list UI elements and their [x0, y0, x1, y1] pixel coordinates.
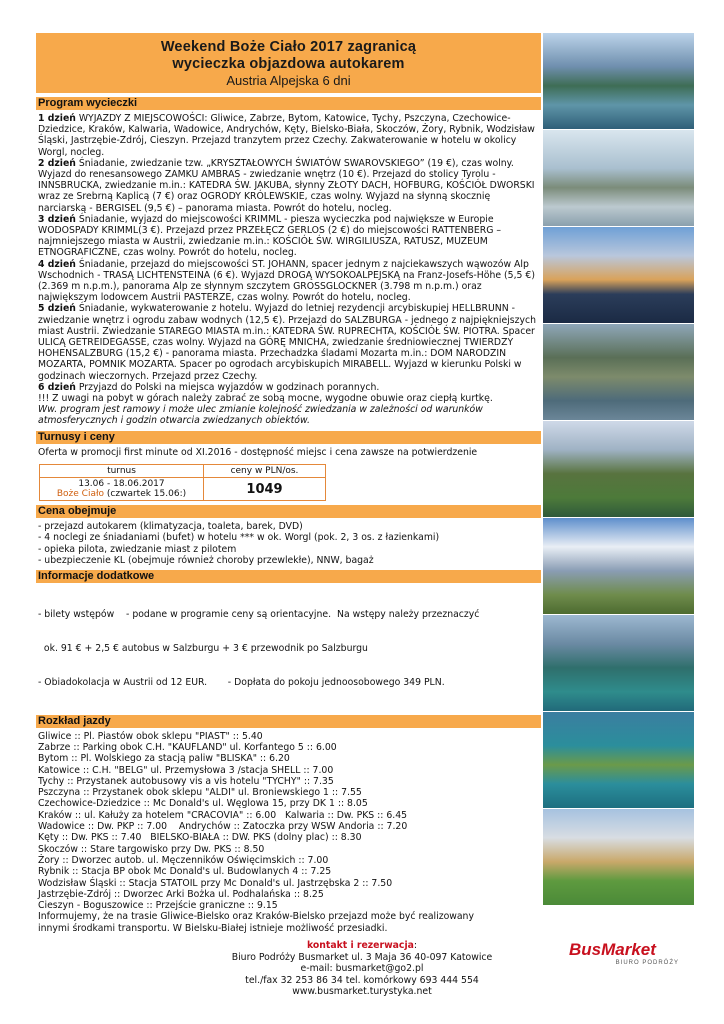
- section-schedule: Rozkład jazdy: [36, 715, 541, 728]
- day-label: 6 dzień: [38, 381, 76, 393]
- schedule-item: Czechowice-Dziedzice :: Mc Donald's ul. Węglowa 15, przy DK 1 :: 8.05: [38, 798, 368, 810]
- list-item: - Obiadokolacja w Austrii od 12 EUR. - Dopłata do pokoju jednoosobowego 349 PLN.: [38, 676, 445, 688]
- logo-name: BusMarket: [569, 940, 656, 959]
- alpine-valley-photo: [543, 421, 694, 517]
- schedule-item: Tychy :: Przystanek autobusowy vis a vis hotelu "TYCHY" :: 7.35: [38, 775, 334, 787]
- day-2: [38, 158, 540, 214]
- extra-list: [36, 583, 541, 710]
- turnus-dates: 13.06 - 18.06.2017: [78, 479, 165, 490]
- schedule-item: Wadowice :: Dw. PKP :: 7.00 Andrychów :: Zatoczka przy WSW Andoria :: 7.20: [38, 821, 408, 833]
- schedule-item: Bytom :: Pl. Wolskiego za stacją paliw "BLISKA" :: 6.20: [38, 753, 290, 765]
- turnus-cell: [40, 478, 204, 501]
- section-extra: Informacje dodatkowe: [36, 570, 541, 583]
- lake-boat-photo: [543, 615, 694, 711]
- brochure-main: [36, 33, 541, 934]
- day-label: 2 dzień: [38, 157, 76, 169]
- holiday-note: (czwartek 15.06:): [104, 489, 187, 500]
- day-label: 3 dzień: [38, 213, 76, 225]
- title-banner: [36, 33, 541, 93]
- mirabell-gardens-photo: [543, 809, 694, 905]
- section-included: Cena obejmuje: [36, 505, 541, 518]
- transfer-info-1: Informujemy, że na trasie Gliwice-Bielsko oraz Kraków-Bielsko przejazd może być realizowany: [38, 911, 474, 923]
- included-list: [36, 518, 541, 566]
- schedule-item: Zabrze :: Parking obok C.H. "KAUFLAND" ul. Korfantego 5 :: 6.00: [38, 741, 337, 753]
- list-item: ok. 91 € + 2,5 € autobus w Salzburgu + 3 € przewodnik po Salzburgu: [38, 642, 368, 654]
- schedule-item: Kęty :: Dw. PKS :: 7.40 BIELSKO-BIAŁA :: DW. PKS (dolny plac) :: 8.30: [38, 832, 362, 844]
- contact-website[interactable]: www.busmarket.turystyka.net: [292, 986, 432, 997]
- day-1: [38, 113, 540, 158]
- lake-castle-photo: [543, 130, 694, 226]
- day-label: 5 dzień: [38, 303, 76, 315]
- contact-colon: :: [413, 940, 418, 951]
- lake-mountains-photo: [543, 33, 694, 129]
- section-program: Program wycieczki: [36, 97, 541, 110]
- gear-note: !!! Z uwagi na pobyt w górach należy zabrać ze sobą mocne, wygodne obuwie oraz ciepłą kurtkę.: [38, 393, 493, 405]
- schedule-item: Jastrzębie-Zdrój :: Dworzec Arki Bożka ul. Podhalańska :: 8.25: [38, 888, 324, 900]
- disclaimer: Ww. program jest ramowy i może ulec zmianie kolejność zwiedzania w zależności od warunków atmosferycznych i godzin otwarcia zwiedzanych obiektów.: [38, 404, 483, 427]
- schedule-item: Gliwice :: Pl. Piastów obok sklepu "PIAST" :: 5.40: [38, 730, 263, 742]
- contact-email[interactable]: e-mail: busmarket@go2.pl: [300, 963, 424, 974]
- offer-text: Oferta w promocji first minute od XI.2016 - dostępność miejsc i cena zawsze na potwierdzenie: [38, 446, 478, 458]
- day-text: Śniadanie, zwiedzanie tzw. „KRYSZTAŁOWYCH ŚWIATÓW SWAROVSKIEGO” (19 €), czas wolny. Wyjazd do renesansowego ZAMKU AMBRAS - zwiedzanie wnętrz (10 €). Przejazd do stolicy Tyrolu - INNSBRUCKA, zwiedzanie m.in.: KATEDRA ŚW. JAKUBA, słynny ZŁOTY DACH, HOFBURG, KOŚCIÓŁ DWORSKI wraz ze Srebrną Kaplicą (7 €) oraz OGRODY KRÓLEWSKIE, czas wolny. Wyjazd na słynną skocznię narciarską - BERGISEL (9,5 €) – panorama miasta. Powrót do hotelu, nocleg.: [38, 157, 535, 214]
- salzburg-night-photo: [543, 227, 694, 323]
- col-header-price: ceny w PLN/os.: [204, 465, 326, 478]
- schedule-item: Katowice :: C.H. "BELG" ul. Przemysłowa 3 /stacja SHELL :: 7.00: [38, 764, 334, 776]
- turnus-holiday: [44, 489, 199, 499]
- list-item: - przejazd autokarem (klimatyzacja, toaleta, barek, DVD): [38, 521, 303, 533]
- price-table: [39, 464, 326, 501]
- title-line-2: wycieczka objazdowa autokarem: [172, 56, 405, 72]
- subtitle: Austria Alpejska 6 dni: [226, 73, 351, 88]
- photo-column: [543, 33, 694, 906]
- list-item: - ubezpieczenie KL (obejmuje również choroby przewlekłe), NNW, bagaż: [38, 555, 374, 567]
- contact-phone: tel./fax 32 253 86 34 tel. komórkowy 693 444 554: [245, 974, 479, 986]
- list-item: - 4 noclegi ze śniadaniami (bufet) w hotelu *** w ok. Worgl (pok. 2, 3 os. z łazienkami): [38, 532, 440, 544]
- day-text: Śniadanie, wyjazd do miejscowości KRIMML - piesza wycieczka pod największe w Europie WODOSPADY KRIMML(3 €). Przejazd przez PRZEŁĘCZ GERLOS (2 €) do miejscowości RATTENBERG – najmniejszego miasta w Austrii, zwiedzanie m.in.: KOŚCIÓŁ ŚW. WIRGILIUSZA, RATUSZ, MUZEUM ETNOGRAFICZNE, czas wolny. Powrót do hotelu, nocleg.: [38, 213, 502, 259]
- section-pricing: Turnusy i ceny: [36, 431, 541, 444]
- program-body: [36, 110, 541, 427]
- busmarket-logo: [569, 940, 679, 974]
- holiday-name: Boże Ciało: [56, 489, 105, 500]
- list-item: - opieka pilota, zwiedzanie miast z pilotem: [38, 543, 237, 555]
- title-line-1: Weekend Boże Ciało 2017 zagranicą: [160, 39, 417, 55]
- schedule-item: Cieszyn - Boguszowice :: Przejście graniczne :: 9.15: [38, 900, 278, 912]
- price-value: 1049: [204, 478, 326, 501]
- col-header-turnus: turnus: [40, 465, 204, 478]
- day-text: Śniadanie, wykwaterowanie z hotelu. Wyjazd do letniej rezydencji arcybiskupiej HELLBRUNN - zwiedzanie wnętrz i ogrodu zabaw wodnych (12,5 €). Przejazd do SALZBURGA - jednego z najpiękniejszych miast Austrii. Zwiedzanie STAREGO MIASTA m.in.: KATEDRA ŚW. RUPRECHTA, KOŚCIÓŁ ŚW. PIOTRA. Spacer ULICĄ GETREIDEGASSE, czas wolny. Wyjazd na GÓRĘ MNICHA, zwiedzanie średniowiecznej TWIERDZY HOHENSALZBURG (15,2 €) - panorama miasta. Przechadzka śladami Mozarta m.in.: DOM NARODZIN MOZARTA, POMNIK MOZARTA. Spacer po ogrodach arcybiskupich MIRABELL. Wyjazd w kierunku Polski w godzinach wieczornych. Przejazd przez Czechy.: [38, 303, 536, 382]
- day-text: Śniadanie, przejazd do miejscowości ST. JOHANN, spacer jednym z najciekawszych wąwozów Alp Wschodnich - TRASĄ LICHTENSTEINA (6 €). Wyjazd DROGĄ WYSOKOALPEJSKĄ na Franz-Josefs-Höhe (5,5 €) (2.369 m n.p.m.), panorama Alp ze słynnym szczytem GROSSGLOCKNER (3.798 m n.p.m.) oraz największym lodowcem Austrii PASTERZE, czas wolny. Powrót do hotelu, nocleg.: [38, 258, 535, 304]
- schedule-item: Pszczyna :: Przystanek obok sklepu "ALDI" ul. Broniewskiego 1 :: 7.55: [38, 787, 362, 799]
- day-text: Przyjazd do Polski na miejsca wyjazdów w godzinach porannych.: [75, 381, 380, 393]
- schedule-list: [36, 728, 541, 934]
- day-label: 4 dzień: [38, 258, 76, 270]
- schedule-item: Skoczów :: Stare targowisko przy Dw. PKS :: 8.50: [38, 843, 265, 855]
- list-item: - bilety wstępów - podane w programie ceny są orientacyjne. Na wstępy należy przeznaczyć: [38, 608, 480, 620]
- day-6: [38, 382, 540, 393]
- day-4: [38, 259, 540, 304]
- schedule-item: Kraków :: ul. Kałuży za hotelem "CRACOVIA" :: 6.00 Kalwaria :: Dw. PKS :: 6.45: [38, 809, 408, 821]
- transfer-info-2: innymi środkami transportu. W Bielsku-Białej istnieje możliwość przesiadki.: [38, 922, 388, 934]
- schedule-item: Żory :: Dworzec autob. ul. Męczenników Oświęcimskich :: 7.00: [38, 854, 329, 866]
- contact-address: Biuro Podróży Busmarket ul. 3 Maja 36 40-097 Katowice: [231, 951, 493, 963]
- hallstatt-photo: [543, 324, 694, 420]
- schedule-item: Rybnik :: Stacja BP obok Mc Donald's ul. Budowlanych 4 :: 7.25: [38, 866, 332, 878]
- day-3: [38, 214, 540, 259]
- island-chapel-photo: [543, 712, 694, 808]
- day-text: WYJAZDY Z MIEJSCOWOŚCI: Gliwice, Zabrze, Bytom, Katowice, Tychy, Pszczyna, Czechowice-Dziedzice, Kraków, Kalwaria, Wadowice, Andrychów, Kęty, Bielsko-Biała, Skoczów, Żory, Rybnik, Wodzisław Śląski, Jastrzębie-Zdrój, Cieszyn. Przejazd tranzytem przez Czechy. Zakwaterowanie w hotelu w okolicy Worgl, nocleg.: [38, 113, 535, 158]
- day-5: [38, 303, 540, 381]
- glacier-peak-photo: [543, 518, 694, 614]
- contact-title: kontakt i rezerwacja: [306, 940, 414, 951]
- schedule-item: Wodzisław Śląski :: Stacja STATOIL przy Mc Donald's ul. Jastrzębska 2 :: 7.50: [38, 877, 393, 889]
- logo-sub: BIURO PODRÓŻY: [615, 960, 679, 966]
- day-label: 1 dzień: [38, 113, 76, 124]
